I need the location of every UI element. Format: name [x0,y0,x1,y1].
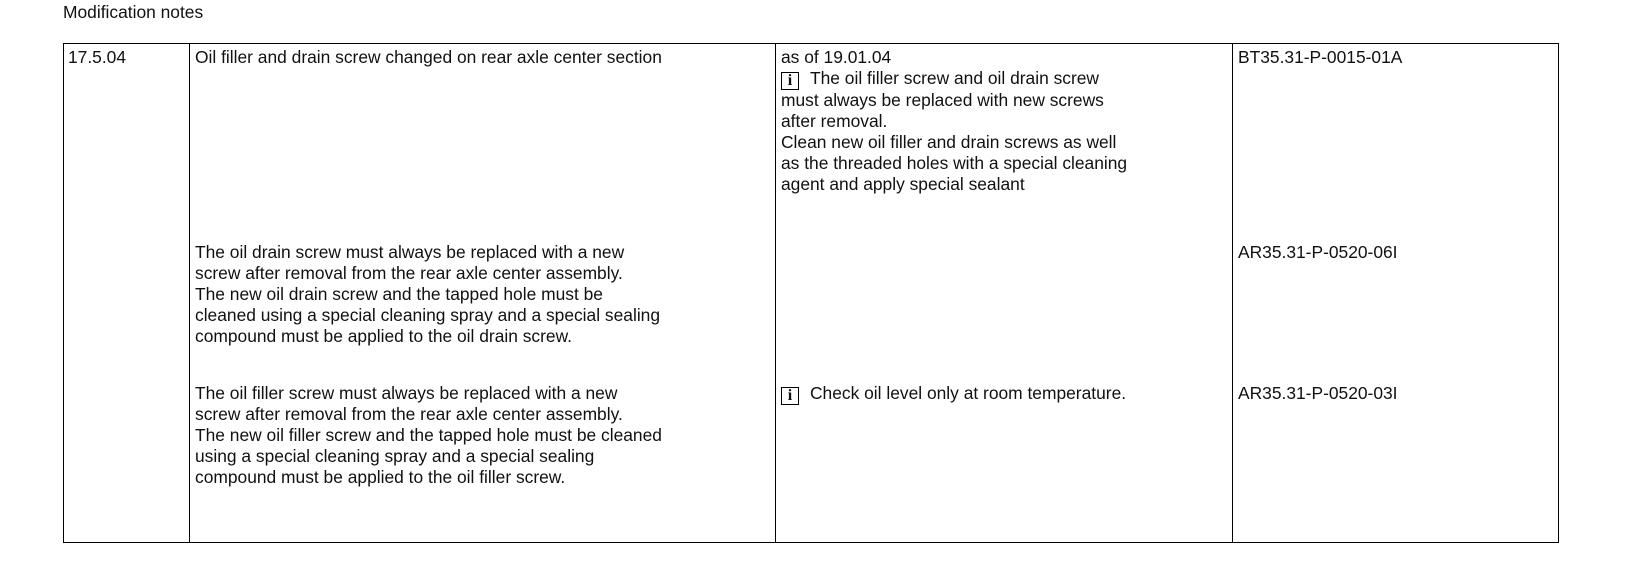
reference-cell: AR35.31-P-0520-06I [1238,242,1398,262]
info-icon: i [781,387,799,405]
description-line: The oil drain screw must always be replaced with a new [195,242,625,262]
note-line: after removal. [781,111,888,131]
column-divider [189,44,190,542]
description-cell [195,383,662,488]
date-cell: 17.5.04 [68,47,127,67]
column-divider [1232,44,1233,542]
description-cell [195,242,660,347]
description-line: screw after removal from the rear axle center assembly. [195,263,623,283]
note-line: The oil filler screw and oil drain screw [810,68,1099,88]
description-line: compound must be applied to the oil drain screw. [195,326,573,346]
reference-cell: AR35.31-P-0520-03I [1238,383,1398,403]
description-line: Oil filler and drain screw changed on rear axle center section [195,47,662,67]
description-cell [195,47,662,68]
note-cell [781,47,1127,195]
note-line: Clean new oil filler and drain screws as well [781,132,1117,152]
description-line: compound must be applied to the oil filler screw. [195,467,566,487]
reference-cell: BT35.31-P-0015-01A [1238,47,1403,67]
note-line: as the threaded holes with a special cleaning [781,153,1128,173]
note-line: must always be replaced with new screws [781,90,1104,110]
description-line: screw after removal from the rear axle center assembly. [195,404,623,424]
description-line: The oil filler screw must always be replaced with a new [195,383,618,403]
note-cell [781,383,1126,405]
description-line: using a special cleaning spray and a special sealing [195,446,595,466]
note-lead: as of 19.01.04 [781,47,892,67]
page-title: Modification notes [63,2,204,22]
note-line: agent and apply special sealant [781,174,1025,194]
description-line: cleaned using a special cleaning spray and a special sealing [195,305,661,325]
info-icon: i [781,72,799,90]
modification-notes-table [63,43,1559,543]
column-divider [775,44,776,542]
description-line: The new oil drain screw and the tapped hole must be [195,284,603,304]
note-line: Check oil level only at room temperature. [810,383,1127,403]
description-line: The new oil filler screw and the tapped hole must be cleaned [195,425,662,445]
